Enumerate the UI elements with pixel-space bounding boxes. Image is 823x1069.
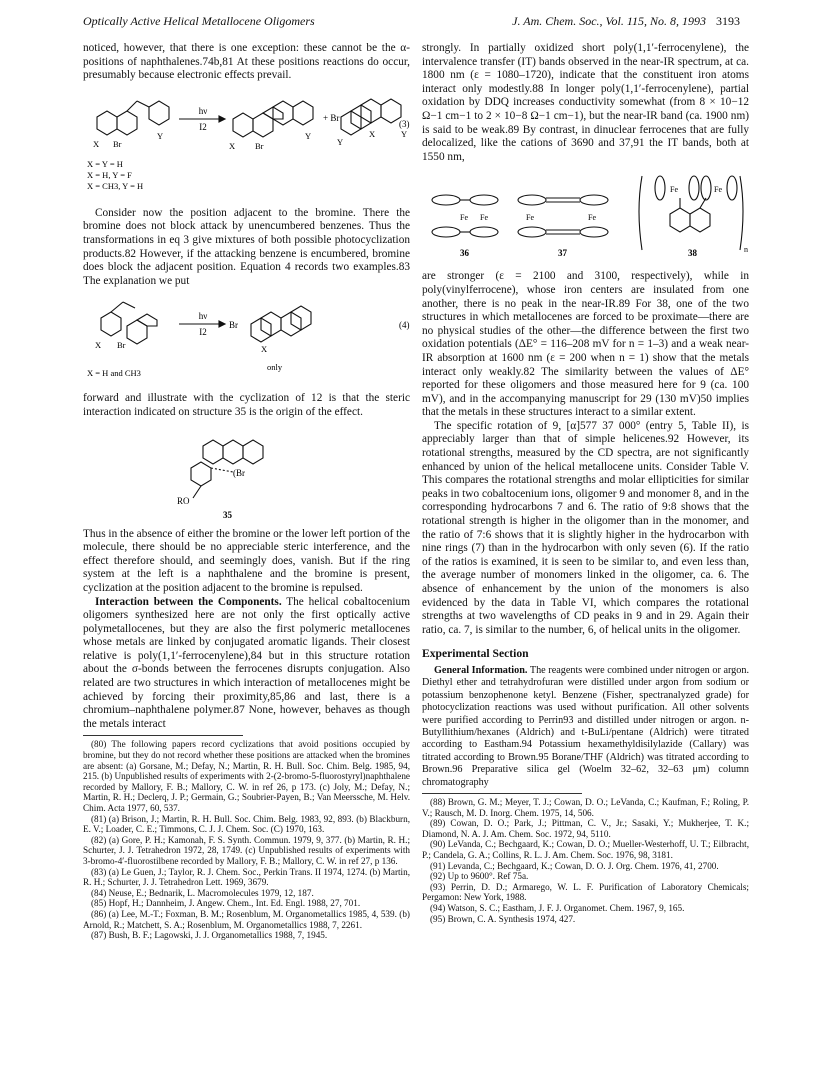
footnote: (86) (a) Lee, M.-T.; Foxman, B. M.; Rosenblum, M. Organometallics 1985, 4, 539. (b) Arnold, R.; Matchett, S. A.; Rosenblum, M. Organometallics 1988, 7, 2261.	[83, 908, 410, 930]
eq3-arrow-bottom: I2	[199, 121, 207, 132]
label-36: 36	[460, 248, 469, 259]
footnote-rule	[83, 735, 243, 736]
eq3-case: X = H, Y = F	[87, 169, 132, 180]
eq3-label: Y	[157, 130, 164, 141]
subscript-n: n	[744, 245, 748, 255]
footnotes	[83, 739, 410, 940]
eq3-arrow-top: hν	[198, 105, 208, 116]
eq4-br: Br	[229, 320, 238, 331]
page-number: 3193	[716, 14, 740, 28]
paragraph: The specific rotation of 9, [α]577 37 000° (entry 5, Table II), is appreciably larger than that of simple helicenes.92 However, its rotational strengths, measured by the CD spectra, are not significantly enhanced by union of the helical metallocene units. Consider Table V. This compares the rotational strengths and molar ellipticities for similar peaks in two cobaltocenium ions, oligomer 9 and monomer 8, and in the corresponding hydrocarbons 7 and 6. The ratio of 9:8 shows that the rotational strength is higher in the oligomer than in the monomer, and the ratio of 7:6 shows that it is slightly higher in the hydrocarbon with nine rings (7) than in the hydrocarbon with only seven (6). If the ratio of the ratios is examined, it is seen to be similar to, and even less than, the average number of monomers linked in the oligomer, ca. 6. The absence of enhancement by the union of the monomers is also evidenced by the data in Table VI, which compares the rotational strengths at two wavelengths of CD peaks in 9 and in 29. Again their ratio, ca. 7, is similar to the number, 6, of helical units in the oligomer.	[422, 419, 749, 636]
paragraph: Thus in the absence of either the bromine or the lower left portion of the molecule, there should be no appreciable steric interference, and the effect therefore should, and seemingly does, vanish. But if the ring system at the left is a naphthalene and the bromine is present, cyclization at the position adjacent to the bromine is repulsed.	[83, 527, 410, 594]
eq3-label: Br	[113, 138, 122, 149]
eq4-number: (4)	[399, 320, 410, 331]
equation-4-drawing	[83, 294, 410, 386]
fe-label: Fe	[588, 213, 596, 223]
header-journal: J. Am. Chem. Soc., Vol. 115, No. 8, 1993 3193	[512, 14, 740, 28]
eq3-label: Y	[337, 136, 344, 147]
left-column	[83, 42, 410, 941]
paragraph: are stronger (ε = 2100 and 3100, respectively), while in poly(vinylferrocene), whose iron centers are insulated from one another, there is no peak in the near-IR.89 For 38, one of the two structures in which metallocenes are forced to be proximate—there are no physical studies of the other—the difference between the first two oxidation potentials (ΔE° = 116–208 mV for n = 1–3) and a weak near-IR absorption at 1600 nm (ε = 200 when n = 1) show that the metals interact only weakly.82 The similarity between the values of ΔE° reported for these oligomers and those measured here for 9 (ca. 100 mV), and in the accompanying manuscript for 29 (130 mV)50 implies that the metals in these structures interact to a similar extent.	[422, 270, 749, 419]
eq4-label: X	[95, 340, 102, 351]
footnote: (94) Watson, S. C.; Eastham, J. F. J. Organomet. Chem. 1967, 9, 165.	[430, 902, 685, 913]
eq4-label: Br	[117, 340, 126, 351]
eq3-label: X	[93, 138, 100, 149]
section-heading: Experimental Section	[422, 647, 529, 661]
structures-36-37-38	[422, 170, 749, 264]
paragraph: noticed, however, that there is one exception: these cannot be the α-positions of naphthalenes.74b,81 At these positions reactions do occur, presumably because electronic effects prevail.	[83, 42, 410, 82]
equation-3-scheme	[83, 89, 410, 201]
s35-ro: RO	[177, 495, 190, 506]
paragraph: Consider now the position adjacent to the bromine. There the bromine does not block attack by unencumbered benzenes. Thus the transformations in eq 3 give mixtures of both possible photocyclization products.82 However, if the attacking benzene is encumbered, bromine does block the adjacent position. Equation 4 records two examples.83 The explanation we put	[83, 206, 410, 287]
footnote: (95) Brown, C. A. Synthesis 1974, 427.	[430, 913, 576, 924]
label-37: 37	[558, 248, 567, 259]
paragraph: strongly. In partially oxidized short poly(1,1′-ferrocenylene), the intervalence transfer (IT) bands observed in the near-IR spectrum, at ca. 1800 nm (ε = 1080–1720), indicate that the constituent iron atoms interact only modestly.88 In longer poly(1,1′-ferrocenylene), partial oxidation by DDQ increases conductivity somewhat (from 8 × 10−12 Ω−1 cm−1 to 2 × 10−8 Ω−1 cm−1), but the near-IR band (ca. 1900 nm) is said to be weak.89 By contrast, in dinuclear ferrocenes that are fully delocalized, like the cations of 3690 and 37,91 the IT bands, both at 1550 nm,	[422, 42, 749, 163]
eq3-label: Y	[305, 130, 312, 141]
right-column	[422, 42, 749, 924]
paragraph: forward and illustrate with the cyclization of 12 is that the steric interaction indicated on structure 35 is the origin of the effect.	[83, 392, 410, 418]
label-38: 38	[688, 248, 697, 259]
eq4-only: only	[267, 362, 283, 373]
footnote-rule	[422, 793, 582, 794]
footnote: (93) Perrin, D. D.; Armarego, W. L. F. Purification of Laboratory Chemicals; Pergamon: New York, 1988.	[422, 881, 749, 903]
fe-label: Fe	[526, 213, 534, 223]
footnote: (81) (a) Brison, J.; Martin, R. H. Bull. Soc. Chim. Belg. 1983, 92, 893. (b) Blackburn, E. V.; Loader, C. E.; Timmons, C. J. J. Chem. Soc. (C) 1970, 163.	[83, 813, 410, 835]
fe-label: Fe	[670, 185, 678, 195]
footnote: (82) (a) Gore, P. H.; Kamonah, F. S. Synth. Commun. 1979, 9, 377. (b) Martin, R. H.; Schurter, J. J. Tetrahedron 1972, 28, 1749. (c) Unpublished results of experiments with 3-bromo-4′-fluorostilbene recorded by Mallory, F. B.; Mallory, C. W. in ref 27, p 136.	[83, 834, 410, 866]
footnote: (92) Up to 9600°. Ref 75a.	[430, 871, 529, 882]
structure-35	[83, 426, 410, 522]
eq3-label: Br	[255, 140, 264, 151]
eq3-number: (3)	[399, 118, 410, 129]
eq3-label: Y	[401, 128, 408, 139]
s35-label: 35	[223, 509, 232, 520]
footnote: (84) Neuse, E.; Bednarik, L. Macromolecules 1979, 12, 187.	[91, 887, 314, 898]
fe-label: Fe	[714, 185, 722, 195]
eq3-case: X = CH3, Y = H	[87, 180, 144, 191]
structures-drawing	[422, 170, 749, 264]
eq4-arrow-top: hν	[198, 311, 208, 322]
footnote: (90) LeVanda, C.; Bechgaard, K.; Cowan, D. O.; Mueller-Westerhoff, U. T.; Eilbracht, P.; Candela, G. A.; Collins, R. L. J. Am. Chem. Soc. 1976, 98, 3181.	[422, 839, 749, 860]
eq4-label: X	[261, 344, 268, 355]
eq3-plus: + Br	[323, 112, 340, 123]
footnote: (87) Bush, B. F.; Lagowski, J. J. Organometallics 1988, 7, 1945.	[91, 930, 328, 941]
header-title: Optically Active Helical Metallocene Oligomers	[83, 14, 315, 28]
paragraph: General Information. The reagents were combined under nitrogen or argon. Diethyl ether and tetrahydrofuran were distilled under argon from sodium or potassium benzophenone ketyl. Benzene (Fisher, spectranalyzed grade) for photocyclization reactions was used without purification. All other solvents were purified according to Perrin93 and distilled under nitrogen or argon. n-Butyllithium/hexanes (Aldrich) and t-BuLi/pentane (Aldrich) were titrated according to Eastham.94 Potassium hexamethyldisilylazide (Callary) was titrated according to Brown.95 Borane/THF (Aldrich) was titrated according to Brown.96 Preparative silica gel (Woelm 32–62, 32–63 μm) column chromatography	[422, 664, 750, 788]
fe-label: Fe	[460, 213, 468, 223]
footnote: (80) The following papers record cyclizations that avoid positions occupied by bromine, but they do not record whether these positions are attacked when the bromines are absent: (a) Gorsane, M.; Defay, N.; Martin, R. H. Bull. Soc. Chim. Belg. 1985, 94, 215. (b) Unpublished results of experiments with 2-(2-bromo-5-fluorostyryl)naphthalene recorded by Mallory, F. B.; Mallory, C. W. in ref 26, p 173. (c) Joly, M.; Defay, N.; Martin, R. H.; Declerq, J. P.; Germain, G.; Soubrier-Payen, B.; Van Meerssche, M. Helv. Chim. Acta 1977, 60, 537.	[83, 739, 410, 813]
footnote: (85) Hopf, H.; Dannheim, J. Angew. Chem., Int. Ed. Engl. 1988, 27, 701.	[91, 898, 361, 909]
equation-4-scheme	[83, 294, 410, 386]
equation-3-drawing	[83, 89, 410, 201]
eq4-case: X = H and CH3	[87, 368, 141, 379]
subsection-heading: General Information.	[434, 664, 528, 676]
footnote: (88) Brown, G. M.; Meyer, T. J.; Cowan, D. O.; LeVanda, C.; Kaufman, F.; Roling, P. V.; Rausch, M. D. Inorg. Chem. 1975, 14, 506.	[422, 797, 749, 818]
footnote: (89) Cowan, D. O.; Park, J.; Pittman, C. V., Jr.; Sasaki, Y.; Mukherjee, T. K.; Diamond, N. A. J. Am. Chem. Soc. 1972, 94, 5110.	[422, 818, 749, 839]
footnote: (91) Levanda, C.; Bechgaard, K.; Cowan, D. O. J. Org. Chem. 1976, 41, 2700.	[430, 860, 719, 871]
paragraph: Interaction between the Components. The helical cobaltocenium oligomers synthesized here are not only the first optically active polymetallocenes, but they are also the first polymeric metallocenes whose metals are linked by conjugated aromatic ligands. Their closest relative is poly(1,1′-ferrocenylene),84 but in this structure rotation about the σ-bonds between the ferrocenes disrupts conjugation. Also related are two structures in which interaction of metallocenes might be achieved by forcing their proximity,85,86 and last, there is a chromium–naphthalene polymer.87 None, however, behaves as though the metals interact	[83, 595, 410, 730]
eq4-arrow-bottom: I2	[199, 327, 207, 338]
eq3-case: X = Y = H	[87, 158, 123, 169]
s35-br: (Br	[233, 467, 245, 478]
section-heading: Interaction between the Components.	[95, 595, 282, 608]
eq3-label: X	[229, 140, 236, 151]
footnote: (83) (a) Le Guen, J.; Taylor, R. J. Chem. Soc., Perkin Trans. II 1974, 1274. (b) Martin, R. H.; Schurter, J. J. Tetrahedron Lett. 1969, 3679.	[83, 866, 410, 888]
footnotes	[422, 797, 749, 924]
eq3-label: X	[369, 128, 376, 139]
running-header	[83, 14, 740, 30]
structure-35-drawing	[83, 426, 410, 522]
fe-label: Fe	[480, 213, 488, 223]
